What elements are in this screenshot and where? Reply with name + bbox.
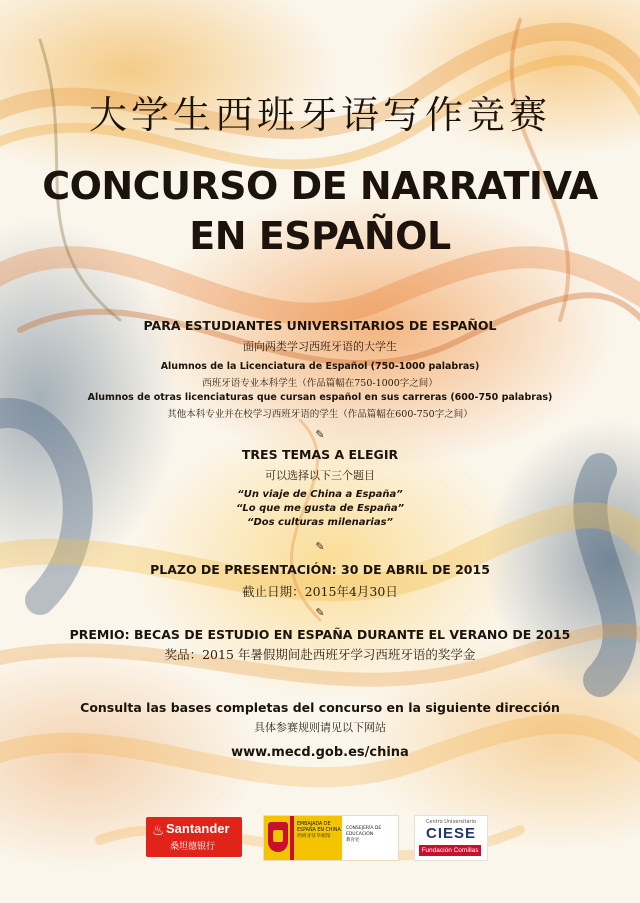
audience-group-2: Alumnos de otras licenciaturas que cursan español en sus carreras (600-750 palabras)	[87, 392, 553, 403]
sponsor-logos	[0, 813, 640, 859]
flame-icon: ♨	[152, 823, 165, 839]
website-link[interactable]: www.mecd.gob.es/china	[231, 745, 409, 760]
embassy-logo	[263, 815, 399, 861]
quill-icon: ✎	[315, 540, 325, 553]
ciese-sub-text: Fundación Comillas	[419, 845, 481, 856]
consejeria-text: CONSEJERÍA DE EDUCACIÓN 教育处	[346, 826, 382, 843]
prize-heading: PREMIO: BECAS DE ESTUDIO EN ESPAÑA DURANTE EL VERANO DE 2015	[69, 627, 571, 642]
topic-item: “Dos culturas milenarias”	[247, 517, 393, 528]
ciese-top-text: Centro Universitario	[425, 819, 477, 825]
ciese-name: CIESE	[425, 825, 476, 842]
audience-group-1-cn: 西班牙语专业本科学生（作品篇幅在750-1000字之间）	[202, 378, 438, 389]
spanish-title-line-1: CONCURSO DE NARRATIVA	[42, 164, 598, 208]
spain-coat-of-arms-icon	[268, 822, 288, 852]
quill-icon: ✎	[315, 428, 325, 441]
audience-heading: PARA ESTUDIANTES UNIVERSITARIOS DE ESPAÑOL	[143, 318, 497, 333]
topic-item: “Un viaje de China a España”	[237, 489, 403, 500]
quill-icon: ✎	[315, 606, 325, 619]
info-text: Consulta las bases completas del concurso en la siguiente dirección	[80, 700, 560, 715]
audience-group-2-cn: 其他本科专业并在校学习西班牙语的学生（作品篇幅在600-750字之间）	[167, 409, 473, 420]
info-text-cn: 具体参赛规则请见以下网站	[254, 721, 386, 734]
santander-logo	[146, 817, 242, 857]
topics-heading-cn: 可以选择以下三个题目	[265, 469, 375, 482]
prize-heading-cn: 奖品：2015 年暑假期间赴西班牙学习西班牙语的奖学金	[164, 647, 476, 662]
topics-heading: TRES TEMAS A ELEGIR	[241, 447, 399, 462]
embassy-red-stripe	[290, 816, 294, 860]
audience-group-1: Alumnos de la Licenciatura de Español (750-1000 palabras)	[160, 361, 480, 372]
santander-name-cn: 桑坦德银行	[170, 842, 216, 852]
ciese-logo	[414, 815, 488, 861]
santander-name: Santander	[166, 821, 230, 836]
spanish-title-line-2: EN ESPAÑOL	[189, 214, 451, 258]
topic-item: “Lo que me gusta de España”	[235, 503, 405, 514]
deadline-heading: PLAZO DE PRESENTACIÓN: 30 DE ABRIL DE 2015	[150, 562, 490, 577]
deadline-heading-cn: 截止日期：2015年4月30日	[242, 584, 398, 599]
embassy-text: EMBAJADA DE ESPAÑA EN CHINA 西班牙驻华使馆	[297, 822, 341, 839]
chinese-title: 大学生西班牙语写作竞赛	[88, 93, 551, 137]
audience-heading-cn: 面向两类学习西班牙语的大学生	[243, 340, 397, 353]
